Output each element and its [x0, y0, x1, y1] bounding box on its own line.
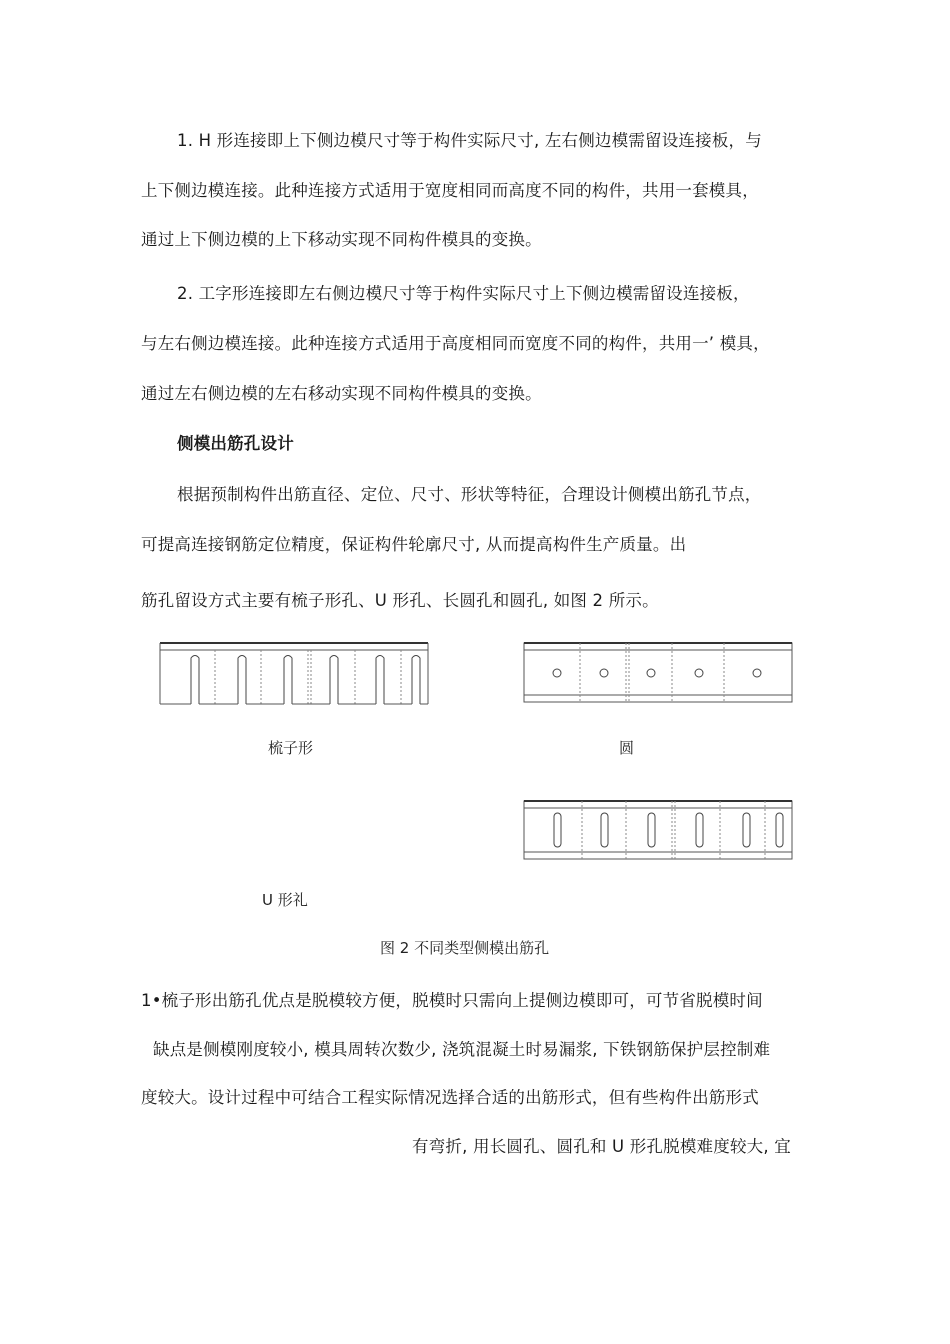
- paragraph-3-line-2: 可提高连接钢筋定位精度，保证构件轮廓尺寸, 从而提高构件生产质量。出: [141, 535, 687, 554]
- paragraph-4-line-2: 缺点是侧模刚度较小, 模具周转次数少, 浇筑混凝土时易漏浆, 下铁钢筋保护层控制难: [153, 1040, 771, 1059]
- paragraph-3-line-1: 根据预制构件出筋直径、定位、尺寸、形状等特征，合理设计侧模出筋孔节点，: [177, 485, 762, 504]
- paragraph-2-line-2: 与左右侧边模连接。此种连接方式适用于高度相同而宽度不同的构件，共用一’ 模具，: [141, 334, 770, 353]
- paragraph-2-line-3: 通过左右侧边模的左右移动实现不同构件模具的变换。: [141, 384, 542, 403]
- figure-caption: 图 2 不同类型侧模出筋孔: [380, 939, 550, 957]
- paragraph-1-line-1: 1. H 形连接即上下侧边模尺寸等于构件实际尺寸, 左右侧边模需留设连接板，与: [177, 131, 762, 150]
- paragraph-1-line-3: 通过上下侧边模的上下移动实现不同构件模具的变换。: [141, 230, 542, 249]
- paragraph-2-line-1: 2. 工字形连接即左右侧边模尺寸等于构件实际尺寸上下侧边模需留设连接板，: [177, 284, 750, 303]
- paragraph-3-line-3: 筋孔留设方式主要有梳子形孔、U 形孔、长圆孔和圆孔, 如图 2 所示。: [141, 591, 659, 610]
- section-heading: 侧模出筋孔设计: [177, 434, 294, 453]
- paragraph-4-line-3: 度较大。设计过程中可结合工程实际情况选择合适的出筋形式，但有些构件出筋形式: [141, 1088, 759, 1107]
- oval-hole-diagram: [522, 798, 794, 864]
- round-hole-diagram: [522, 640, 794, 706]
- paragraph-4-line-4: 有弯折, 用长圆孔、圆孔和 U 形孔脱模难度较大, 宜: [412, 1137, 791, 1156]
- paragraph-1-line-2: 上下侧边模连接。此种连接方式适用于宽度相同而高度不同的构件，共用一套模具，: [141, 181, 759, 200]
- round-hole-label: 圆: [619, 739, 635, 757]
- paragraph-4-line-1: 1•梳子形出筋孔优点是脱模较方便，脱模时只需向上提侧边模即可，可节省脱模时间: [141, 991, 763, 1010]
- comb-hole-diagram: [158, 640, 430, 706]
- comb-hole-label: 梳子形: [268, 739, 314, 757]
- u-shape-hole-label: U 形礼: [262, 891, 308, 909]
